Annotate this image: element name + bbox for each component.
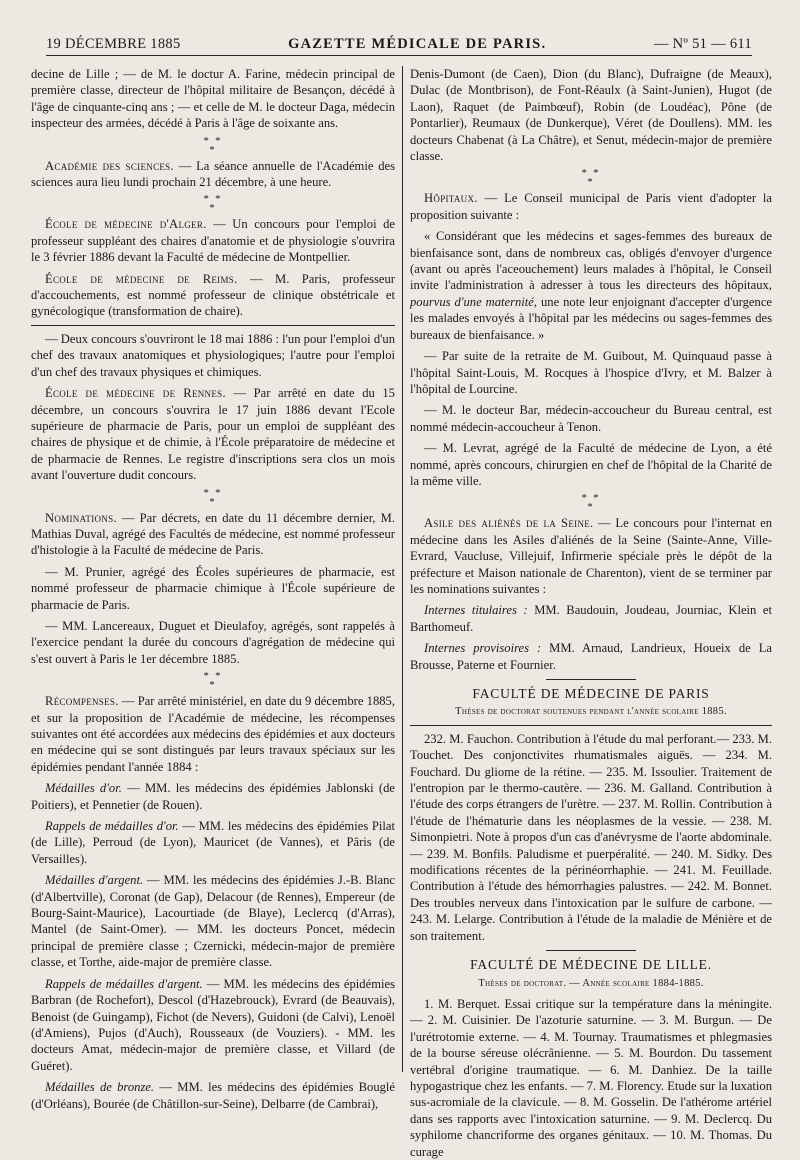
asile-heading: Asile des aliénés de la Seine.	[424, 516, 594, 531]
section-separator: * * *	[203, 193, 223, 215]
fac-paris-theses: 232. M. Fauchon. Contribution à l'étude du mal perforant.— 233. M. Touchet. Des conjonctivites rhumatismales aiguës. — 234. M. Fouchard. Du gliome de la rétine. — 235. M. Issoulier. Traitement de l'entropion par le thermo-cautère. — 236. M. Galland. Contribution à l'étude des corps étrangers de l'urètre. — 237. M. Rollin. Contribution à l'étude de l'hématurie dans les néoplasmes de la vessie. — 238. M. Simonpietri. Note à propos d'un cas d'anévrysme de l'aorte abdominale. — 239. M. Bonfils. Paludisme et puerpéralité. — 240. M. Sidky. Des modifications récentes de la périnéorrhaphie. — 241. M. Feuillade. Contribution à l'étude des hémorrhagies palustres. — 242. M. Bonnet. Des troubles nerveux dans l'intoxication par le sulfure de carbone. — 243. M. Lelarge. Contribution à l'étude de la maladie de Ménière et de son traitement.	[410, 731, 772, 943]
page-number: — Nº 51 — 611	[653, 35, 752, 52]
rennes-heading: École de médecine de Rennes.	[45, 386, 226, 401]
page-header	[46, 33, 752, 56]
bar-notice: — M. le docteur Bar, médecin-accoucheur du Bureau central, est nommé médecin-accoucheur à Tenon.	[410, 403, 772, 434]
medailles-or: Médailles d'or. — MM. les médecins des épidémies Jablonski (de Poitiers), et Pennetier (de Rouen).	[31, 781, 395, 812]
lancereaux-notice: — MM. Lancereaux, Duguet et Dieulafoy, agrégés, sont rappelés à l'exercice pendant la durée du concours d'agrégation de médecine qui s'est ouvert à Paris le 1er décembre 1885.	[31, 618, 395, 666]
section-separator: * * *	[581, 492, 601, 514]
alger-heading: École de médecine d'Alger.	[45, 217, 207, 232]
nominations-notice: Nominations. — Par décrets, en date du 11 décembre dernier, M. Mathias Duval, agrégé des Facultés de médecine, est nommé professeur d'histologie à la Faculté de médecine de Paris.	[31, 510, 395, 558]
reims-heading: École de médecine de Reims.	[45, 271, 238, 286]
concours-notice: — Deux concours s'ouvriront le 18 mai 1886 : l'un pour l'emploi d'un chef des travaux anatomiques et physiologiques; l'autre pour l'emploi d'un chef des travaux physiques et chimiques.	[31, 331, 395, 379]
reims-notice: École de médecine de Reims. — M. Paris, professeur d'accouchements, est nommé professeur de clinique obstétricale et gynécologique (transformation de chaire).	[31, 271, 395, 319]
fac-lille-subtitle: Thèses de doctorat. — Année scolaire 1884-1885.	[478, 977, 704, 989]
internes-provisoires: Internes provisoires : MM. Arnaud, Landrieux, Houeix de La Brousse, Paterne et Fournier.	[410, 641, 772, 672]
medailles-bronze: Médailles de bronze. — MM. les médecins des épidémies Bouglé (d'Orléans), Bourée (de Châtillon-sur-Seine), Delbarre (de Cambrai),	[31, 1080, 396, 1111]
prunier-notice: — M. Prunier, agrégé des Écoles supérieures de pharmacie, est nommé professeur de pharmacie chimique à l'École supérieure de pharmacie de Paris.	[31, 564, 395, 612]
fac-lille-theses: 1. M. Berquet. Essai critique sur la température dans la méningite. — 2. M. Cuisinier. De l'azoturie saturnine. — 3. M. Burgun. — De l'urétrotomie externe. — 4. M. Tournay. Traumatismes et phlegmasies de la bourse séreuse olécrânienne. — 5. M. Bourdon. Du tassement vertébral d'origine traumatique. — 6. M. Danhiez. De la taille hypogastrique chez les enfants. — 7. M. Florency. Etude sur la luxation sus-acromiale de la clavicule. — 8. M. Gosselin. De l'athérome artériel dans ses rapports avec l'intoxication saturnine. — 9. M. Declercq. Du syphilome chancriforme des organes génitaux. — 10. M. Thomas. Du curage	[410, 996, 772, 1159]
recompenses-heading: Récompenses.	[45, 694, 119, 709]
hopitaux-heading: Hôpitaux.	[424, 191, 478, 206]
section-separator: * * *	[203, 670, 223, 692]
internes-titulaires: Internes titulaires : MM. Baudouin, Joudeau, Journiac, Klein et Barthomeuf.	[410, 603, 772, 634]
horizontal-rule	[31, 325, 395, 326]
guibout-notice: — Par suite de la retraite de M. Guibout, M. Quinquaud passe à l'hôpital Saint-Louis, M. Rocques à l'hospice d'Ivry, et M. Balzer à l'hôpital de Lourcine.	[410, 349, 772, 396]
fac-paris-title: FACULTÉ DE MÉDECINE DE PARIS	[472, 686, 710, 701]
right-column	[410, 66, 772, 1159]
recompenses-notice: Récompenses. — Par arrêté ministériel, en date du 9 décembre 1885, et sur la proposition de l'Académie de médecine, les récompenses suivantes ont été accordées aux médecins des épidémies et aux docteurs en médecine qui se sont distingués par leurs travaux spéciaux sur les épidémies pendant l'année 1884 :	[31, 694, 395, 774]
journal-title: GAZETTE MÉDICALE DE PARIS.	[288, 35, 547, 52]
levrat-notice: — M. Levrat, agrégé de la Faculté de médecine de Lyon, a été nommé, après concours, chirurgien en chef de l'hôpital de la Charité de la même ville.	[410, 441, 772, 488]
bronze-continuation: Denis-Dumont (de Caen), Dion (du Blanc), Dufraigne (de Meaux), Dulac (de Montbrison), de Font-Réaulx (à Saint-Junien), Hugot (de Laon), Raquet (de Paimbœuf), Robin (de Loudéac), Pône (de Pontarlier), Reumaux (de Dunkerque), Véret (de Doullens). MM. les docteurs Chabenat (à La Châtre), et Senut, médecin-major de première classe.	[410, 67, 772, 164]
nominations-heading: Nominations.	[45, 510, 117, 525]
rappels-argent: Rappels de médailles d'argent. — MM. les médecins des épidémies Barbran (de Rochefort), Descol (d'Hazebrouck), Evrard (de Beauvais), Benoist (de Guingamp), Fichot (de Nevers), Guidoni (de Calvi), Lenoël (d'Amiens), Pujos (d'Auch), Rousseaux (de Vouziers). - MM. les docteurs Amat, médecin-major de première classe, et Villard (de Guéret).	[31, 976, 395, 1073]
section-separator: * * *	[581, 167, 601, 189]
academie-heading: Académie des sciences.	[45, 158, 174, 173]
fac-paris-subtitle: Thèses de doctorat soutenues pendant l'année scolaire 1885.	[455, 706, 727, 718]
column-divider	[402, 66, 403, 1072]
horizontal-rule	[410, 725, 772, 726]
asile-notice: Asile des aliénés de la Seine. — Le concours pour l'internat en médecine dans les Asiles d'aliénés de la Seine (Sainte-Anne, Ville-Evrard, Vaucluse, Villejuif, Infirmerie spéciale près le dépôt de la préfecture et Maison nationale de Charenton), vient de se terminer par les nominations suivantes :	[410, 516, 772, 596]
short-rule	[546, 679, 636, 680]
academie-notice: Académie des sciences. — La séance annuelle de l'Académie des sciences aura lieu lundi prochain 21 décembre, à une heure.	[31, 158, 395, 190]
left-column	[31, 66, 396, 1111]
section-separator: * * *	[203, 486, 223, 508]
obituary-continuation: decine de Lille ; — de M. le doctur A. Farine, médecin principal de première classe, directeur de l'hôpital militaire de Besançon, décédé à l'âge de cinquante-cinq ans ; — et celle de M. le docteur Daga, médecin inspecteur des armées, décédé à Paris à l'âge de soixante ans.	[31, 67, 395, 131]
considerant-quote: « Considérant que les médecins et sages-femmes des bureaux de bienfaisance sont, dans de nombreux cas, obligés d'envoyer d'urgence (avant ou après l'aceouchement) leurs malades à l'hôpital, le Conseil invite l'administration à adresser à tous les directeurs des hôpitaux, pourvus d'une maternité, une note leur enjoignant d'accepter d'urgence les malades envoyés à l'hôpital par les médecins ou sages-femmes des bureaux de bienfaisance. »	[410, 229, 772, 342]
short-rule	[546, 950, 636, 951]
issue-date: 19 DÉCEMBRE 1885	[46, 35, 181, 52]
section-separator: * * *	[203, 134, 223, 156]
medailles-argent: Médailles d'argent. — MM. les médecins des épidémies J.-B. Blanc (d'Albertville), Coronat (de Gap), Delacour (de Rennes), Empereur (de Bourg-Saint-Maurice), Lacourtiade (de Blaye), Leclercq (d'Arras), Mantel (de Saint-Omer). — MM. les docteurs Poncet, médecin principal de première classe ; Czernicki, médecin-major de première classe, et Torthe, aide-major de première classe.	[31, 873, 395, 970]
hopitaux-notice: Hôpitaux. — Le Conseil municipal de Paris vient d'adopter la proposition suivante :	[410, 191, 772, 222]
alger-notice: École de médecine d'Alger. — Un concours pour l'emploi de professeur suppléant des chaires d'anatomie et de physiologie s'ouvrira le 3 février 1886 devant la Faculté de médecine de Montpellier.	[31, 217, 395, 265]
rappels-or: Rappels de médailles d'or. — MM. les médecins des épidémies Pilat (de Lille), Perroud (de Lyon), Mauricet (de Vannes), et Pâris (de Versailles).	[31, 819, 395, 866]
fac-lille-title: FACULTÉ DE MÉDECINE DE LILLE.	[470, 957, 712, 973]
rennes-notice: École de médecine de Rennes. — Par arrêté en date du 15 décembre, un concours s'ouvrira le 17 juin 1886 devant l'Ecole supérieure de pharmacie de Paris, pour un emploi de suppléant des chaires de physique et de chimie, à l'École préparatoire de médecine et de pharmacie de Rennes. Le registre d'inscriptions sera clos un mois avant l'ouverture dudit concours.	[31, 386, 395, 483]
